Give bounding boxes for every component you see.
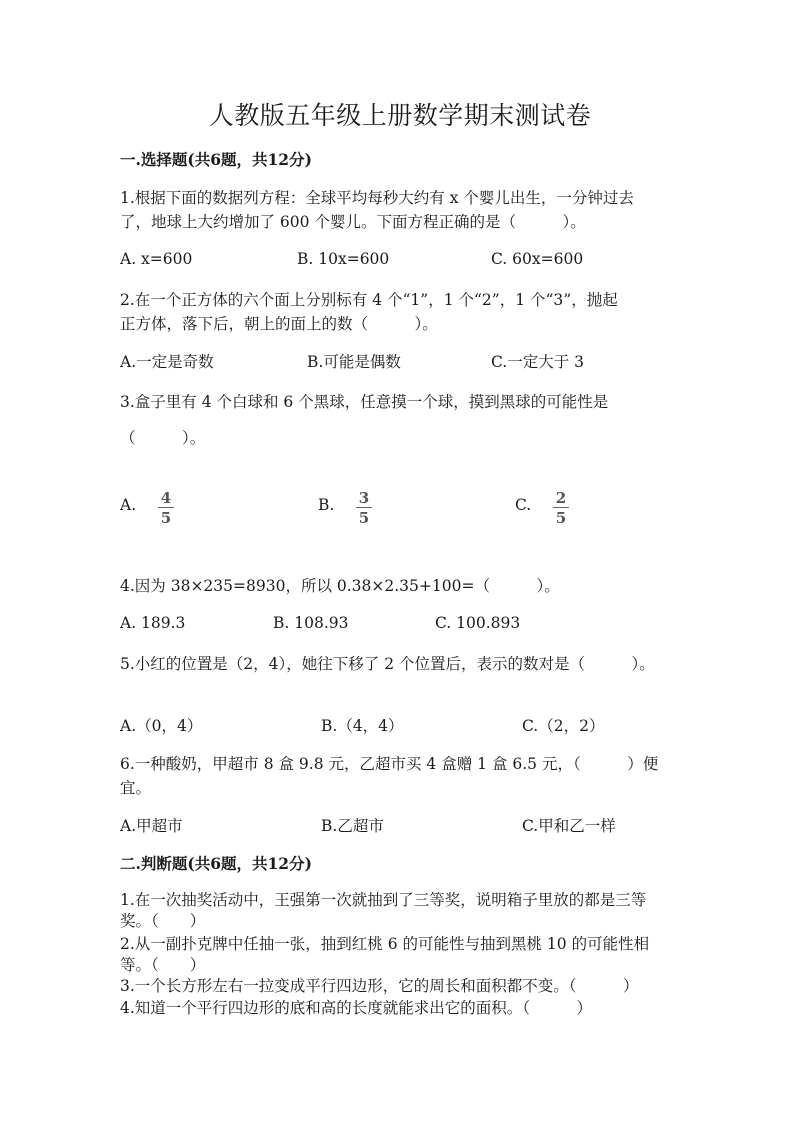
- question-6-option-a[interactable]: A.甲超市: [120, 817, 183, 835]
- question-1-option-b[interactable]: B. 10x=600: [297, 250, 390, 268]
- question-4-option-b[interactable]: B. 108.93: [273, 614, 349, 632]
- judge-line: 等。（ ）: [120, 956, 206, 974]
- question-2-line: 正方体，落下后，朝上的面上的数（ ）。: [120, 315, 438, 333]
- question-6-stem: [120, 752, 680, 800]
- question-3-line: 3.盒子里有 4 个白球和 6 个黑球，任意摸一个球，摸到黑球的可能性是: [120, 393, 609, 411]
- question-3-option-c-fraction: [553, 490, 569, 526]
- fraction-denominator: 5: [160, 509, 172, 527]
- judge-line: 4.知道一个平行四边形的底和高的长度就能求出它的面积。（ ）: [120, 999, 593, 1017]
- question-3-line: （ ）。: [120, 429, 206, 447]
- question-5-option-c[interactable]: C.（2，2）: [522, 717, 605, 735]
- question-5-stem: [120, 652, 680, 676]
- question-3-stem: [120, 390, 680, 414]
- question-5-option-b[interactable]: B.（4，4）: [321, 717, 404, 735]
- question-3-option-b[interactable]: B.: [318, 496, 335, 514]
- question-1-stem: [120, 186, 680, 234]
- question-3-option-a-fraction: [158, 490, 174, 526]
- question-4-line: 4.因为 38×235=8930，所以 0.38×2.35+100=（ ）。: [120, 577, 560, 595]
- question-3-stem-cont: [120, 426, 680, 450]
- judge-line: 3.一个长方形左右一拉变成平行四边形，它的周长和面积都不变。（ ）: [120, 977, 639, 995]
- judge-line: 1.在一次抽奖活动中，王强第一次就抽到了三等奖，说明箱子里放的都是三等: [120, 891, 647, 909]
- question-1-line: 1.根据下面的数据列方程：全球平均每秒大约有 x 个婴儿出生，一分钟过去: [120, 189, 634, 207]
- section-heading-judge: 二.判断题(共6题，共12分): [120, 854, 312, 873]
- fraction-numerator: 2: [555, 489, 567, 507]
- question-3-option-a[interactable]: A.: [120, 496, 137, 514]
- fraction-denominator: 5: [555, 509, 567, 527]
- page-title: 人教版五年级上册数学期末测试卷: [208, 101, 592, 130]
- question-2-option-b[interactable]: B.可能是偶数: [307, 353, 401, 371]
- question-6-option-b[interactable]: B.乙超市: [321, 817, 384, 835]
- question-6-line: 6.一种酸奶，甲超市 8 盒 9.8 元，乙超市买 4 盒赠 1 盒 6.5 元，（ ）便: [120, 755, 659, 773]
- question-3-option-b-fraction: [356, 490, 372, 526]
- question-1-option-c[interactable]: C. 60x=600: [491, 250, 584, 268]
- judge-line: 奖。（ ）: [120, 912, 206, 930]
- question-4-stem: [120, 574, 680, 598]
- question-2-option-c[interactable]: C.一定大于 3: [491, 353, 585, 371]
- fraction-bar: [356, 507, 372, 508]
- question-2-line: 2.在一个正方体的六个面上分别标有 4 个“1”，1 个“2”，1 个“3”，抛起: [120, 291, 618, 309]
- question-6-line: 宜。: [120, 779, 152, 797]
- question-1-option-a[interactable]: A. x=600: [120, 250, 193, 268]
- question-5-option-a[interactable]: A.（0，4）: [120, 717, 203, 735]
- question-6-option-c[interactable]: C.甲和乙一样: [522, 817, 616, 835]
- question-5-line: 5.小红的位置是（2，4），她往下移了 2 个位置后，表示的数对是（ ）。: [120, 655, 655, 673]
- fraction-bar: [158, 507, 174, 508]
- fraction-denominator: 5: [358, 509, 370, 527]
- question-4-option-a[interactable]: A. 189.3: [120, 614, 186, 632]
- question-3-option-c[interactable]: C.: [515, 496, 532, 514]
- judge-line: 2.从一副扑克牌中任抽一张，抽到红桃 6 的可能性与抽到黑桃 10 的可能性相: [120, 935, 650, 953]
- fraction-numerator: 4: [160, 489, 172, 507]
- question-2-stem: [120, 288, 680, 336]
- question-1-line: 了，地球上大约增加了 600 个婴儿。下面方程正确的是（ ）。: [120, 213, 586, 231]
- section-heading-choice: 一.选择题(共6题，共12分): [120, 150, 312, 169]
- question-2-option-a[interactable]: A.一定是奇数: [120, 353, 214, 371]
- fraction-bar: [553, 507, 569, 508]
- fraction-numerator: 3: [358, 489, 370, 507]
- question-4-option-c[interactable]: C. 100.893: [435, 614, 521, 632]
